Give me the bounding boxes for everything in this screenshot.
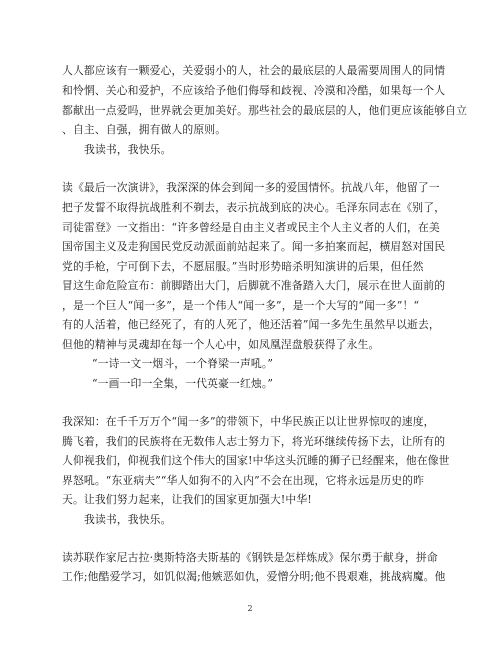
- paragraph-line: 界怒吼。“东亚病夫”“华人如狗不的入内”不会在出现，它将永远是历史的昨: [62, 474, 425, 487]
- paragraph-line: 国帝国主义及走狗国民党反动派面前站起来了。闻一多拍案而起，横眉怒对国民: [62, 240, 446, 253]
- paragraph-line: 有的人活着，他已经死了，有的人死了，他还活着”闻一多先生虽然早以逝去，: [62, 318, 440, 331]
- paragraph-line: 党的手枪，宁可倒下去，不愿屈服。”当时形势暗杀明知演讲的后果，但任然: [62, 260, 424, 273]
- paragraph-line: 、自主、自强，拥有做人的原则。: [62, 123, 227, 136]
- paragraph-line: 司徒雷登》一文指出：“许多曾经是自由主义者或民主个人主义者的人们，在美: [62, 221, 440, 234]
- paragraph-line: 和怜惘、关心和爱护，不应该给予他们侮辱和歧视、冷漠和冷酷，如果每一个人: [62, 84, 446, 97]
- paragraph-line: 人人都应该有一颗爱心，关爱弱小的人，社会的最底层的人最需要周围人的同情: [62, 64, 446, 77]
- section-refrain: 我读书，我快乐。: [84, 513, 172, 526]
- paragraph-line: 都献出一点爱吗，世界就会更加美好。那些社会的最底层的人，他们更应该能够自立: [62, 104, 468, 117]
- paragraph-line: 把子发誓不取得抗战胜利不剃去，表示抗战到底的决心。毛泽东同志在《别了，: [62, 201, 446, 214]
- paragraph-line: 天。让我们努力起来，让我们的国家更加强大!中华!: [62, 493, 312, 506]
- paragraph-line: 冒这生命危险宣布：前脚踏出大门，后脚就不准备踏入大门，展示在世人面前的: [62, 279, 446, 292]
- paragraph-line: 人仰视我们，仰视我们这个伟大的国家!中华这头沉睡的狮子已经醒来，他在像世: [62, 454, 450, 467]
- paragraph-line: 但他的精神与灵魂却在每一个人心中，如凤凰涅盘般获得了永生。: [62, 338, 380, 351]
- page-number: 2: [247, 604, 253, 613]
- quote-line: “一画一印一全集，一代英豪一红烛。”: [92, 377, 274, 390]
- paragraph-line: 腾飞着，我们的民族将在无数伟人志士努力下，将光环继续传扬下去，让所有的: [62, 435, 446, 448]
- paragraph-line: ，是一个巨人“闻一多”，是一个伟人“闻一多”，是一个大写的“闻一多”！“: [62, 299, 420, 312]
- paragraph-line: 我深知：在千千万万个“闻一多”的带领下，中华民族正以让世界惊叹的速度，: [62, 415, 435, 428]
- section-refrain: 我读书，我快乐。: [84, 143, 172, 156]
- quote-line: “一诗一文一烟斗，一个脊梁一声吼。”: [92, 357, 274, 370]
- paragraph-line: 读《最后一次演讲》，我深深的体会到闻一多的爱国情怀。抗战八年，他留了一: [62, 181, 440, 194]
- paragraph-line: 工作;他酷爱学习，如饥似渴;他嫉恶如仇，爱憎分明;他不畏艰难，挑战病魔。他: [62, 570, 446, 583]
- paragraph-line: 读苏联作家尼古拉·奥斯特洛夫斯基的《钢铁是怎样炼成》保尔勇于献身，拼命: [62, 551, 438, 564]
